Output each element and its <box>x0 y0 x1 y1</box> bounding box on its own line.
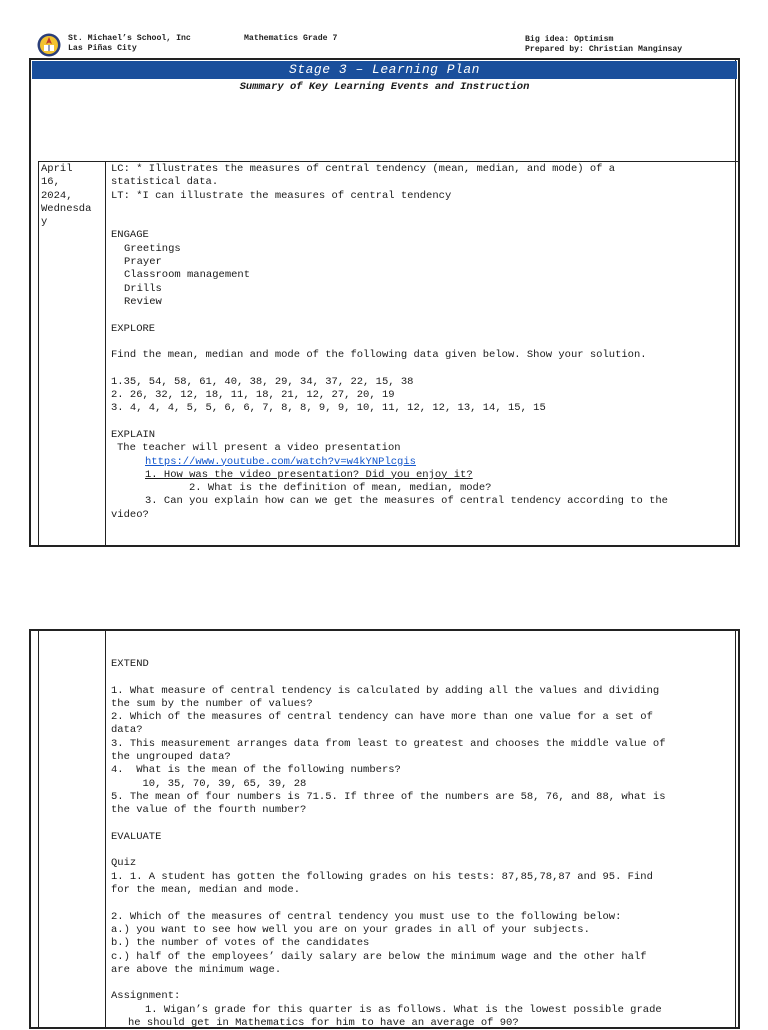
explore-instruction: Find the mean, median and mode of the following data given below. Show your solution. <box>111 349 647 362</box>
stage-title: Stage 3 – Learning Plan <box>32 61 737 79</box>
extend-line: 2. Which of the measures of central tendency can have more than one value for a set of <box>111 711 653 724</box>
quiz-question: c.) half of the employees’ daily salary are below the minimum wage and the other half <box>111 950 647 963</box>
lesson-content-continued <box>111 658 728 1030</box>
explain-question: 1. How was the video presentation? Did you enjoy it? <box>145 468 473 481</box>
school-name: St. Michael’s School, Inc <box>68 34 191 43</box>
assignment-question: he should get in Mathematics for him to have an average of 90? <box>128 1017 519 1030</box>
table-inner-border <box>735 60 736 545</box>
extend-line: 10, 35, 70, 39, 65, 39, 28 <box>111 777 307 790</box>
quiz-label: Quiz <box>111 857 137 870</box>
explain-question: video? <box>111 508 149 521</box>
summary-title: Summary of Key Learning Events and Instruction <box>239 81 530 93</box>
quiz-question: for the mean, median and mode. <box>111 884 301 897</box>
assignment-question: 1. Wigan’s grade for this quarter is as follows. What is the lowest possible grade <box>145 1003 662 1016</box>
table-inner-border <box>735 631 736 1027</box>
learning-plan-table <box>29 58 740 547</box>
column-divider <box>105 161 106 545</box>
dataset-line: 2. 26, 32, 12, 18, 11, 18, 21, 12, 27, 20, 19 <box>111 389 395 402</box>
video-link[interactable]: https://www.youtube.com/watch?v=w4kYNPlcgis <box>145 455 416 468</box>
column-divider <box>105 631 106 1027</box>
extend-line: the value of the fourth number? <box>111 804 307 817</box>
extend-line: the sum by the number of values? <box>111 697 313 710</box>
table-left-border <box>38 631 39 1027</box>
quiz-question: 1. 1. A student has gotten the following grades on his tests: 87,85,78,87 and 95. Find <box>111 870 653 883</box>
extend-heading: EXTEND <box>111 658 149 670</box>
row-divider <box>38 161 738 162</box>
table-left-border <box>38 161 39 545</box>
dataset-line: 3. 4, 4, 4, 5, 5, 6, 6, 7, 8, 8, 9, 9, 10, 11, 12, 12, 13, 14, 15, 15 <box>111 402 546 415</box>
quiz-question: are above the minimum wage. <box>111 963 282 976</box>
engage-item: Classroom management <box>124 269 251 282</box>
school-city: Las Piñas City <box>68 44 137 53</box>
dataset-line: 1.35, 54, 58, 61, 40, 38, 29, 34, 37, 22, 15, 38 <box>111 375 414 388</box>
extend-line: 1. What measure of central tendency is calculated by adding all the values and dividing <box>111 684 660 697</box>
assignment-label: Assignment: <box>111 990 181 1003</box>
extend-line: 5. The mean of four numbers is 71.5. If three of the numbers are 58, 76, and 88, what is <box>111 790 666 803</box>
document-header <box>34 33 738 57</box>
explain-question: 3. Can you explain how can we get the measures of central tendency according to the <box>145 495 668 508</box>
extend-line: 3. This measurement arranges data from least to greatest and chooses the middle value of <box>111 737 666 750</box>
lt-line: LT: *I can illustrate the measures of central tendency <box>111 189 452 202</box>
quiz-question: a.) you want to see how well you are on your grades in all of your subjects. <box>111 923 590 936</box>
engage-item: Drills <box>124 282 162 295</box>
engage-item: Review <box>124 295 162 308</box>
lesson-content <box>111 163 728 522</box>
extend-line: data? <box>111 724 143 737</box>
big-idea: Big idea: Optimism <box>525 35 614 44</box>
explain-intro: The teacher will present a video presentation <box>117 442 401 455</box>
prepared-by: Prepared by: Christian Manginsay <box>525 45 683 54</box>
explain-question: 2. What is the definition of mean, median, mode? <box>189 482 492 495</box>
engage-heading: ENGAGE <box>111 229 149 242</box>
lc-line: LC: * Illustrates the measures of central tendency (mean, median, and mode) of a <box>111 163 616 175</box>
quiz-question: 2. Which of the measures of central tendency you must use to the following below: <box>111 910 622 923</box>
learning-plan-table-continued <box>29 629 740 1029</box>
lc-line: statistical data. <box>111 176 219 189</box>
evaluate-heading: EVALUATE <box>111 830 162 843</box>
lesson-date: April 16, 2024, Wednesda y <box>41 163 92 229</box>
school-seal-icon <box>37 33 61 57</box>
quiz-question: b.) the number of votes of the candidates <box>111 937 370 950</box>
engage-item: Greetings <box>124 242 181 255</box>
extend-line: 4. What is the mean of the following numbers? <box>111 764 401 777</box>
extend-line: the ungrouped data? <box>111 751 231 764</box>
engage-item: Prayer <box>124 256 162 269</box>
explore-heading: EXPLORE <box>111 322 156 335</box>
explain-heading: EXPLAIN <box>111 428 156 441</box>
subject-title: Mathematics Grade 7 <box>244 34 338 43</box>
